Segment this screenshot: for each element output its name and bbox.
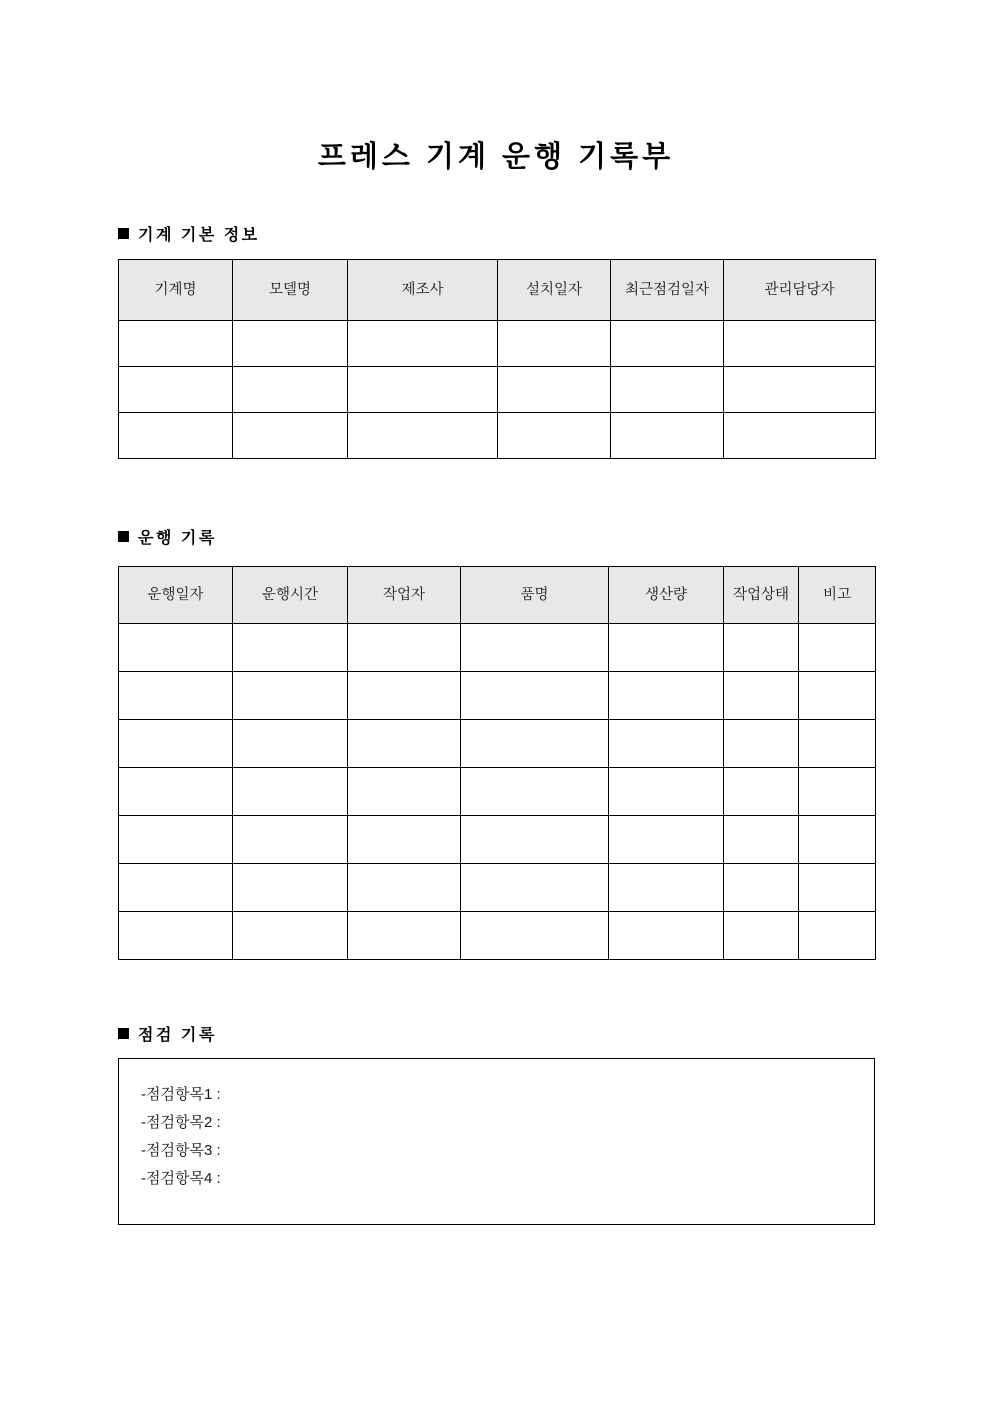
cell-machine-name[interactable] [119,367,233,413]
column-header-last-inspection: 최근점검일자 [611,260,724,321]
cell-operation-date[interactable] [119,720,233,768]
column-header-operation-date: 운행일자 [119,567,233,624]
section-heading-inspection-record [118,1022,217,1045]
section-heading-basic-info [118,222,260,245]
cell-operation-time[interactable] [233,624,348,672]
cell-manufacturer[interactable] [348,413,498,459]
cell-production-qty[interactable] [609,672,724,720]
table-row [119,816,876,864]
basic-info-table [118,259,876,459]
cell-remarks[interactable] [799,624,876,672]
table-row [119,624,876,672]
cell-item-name[interactable] [461,672,609,720]
cell-install-date[interactable] [498,367,611,413]
cell-production-qty[interactable] [609,912,724,960]
section-heading-operation-record-label: 운행 기록 [138,530,217,547]
table-row [119,864,876,912]
cell-production-qty[interactable] [609,816,724,864]
table-row [119,321,876,367]
table-row [119,768,876,816]
cell-manufacturer[interactable] [348,321,498,367]
cell-operator[interactable] [348,864,461,912]
square-bullet-icon [118,531,129,542]
column-header-install-date: 설치일자 [498,260,611,321]
cell-operation-time[interactable] [233,816,348,864]
section-heading-basic-info-label: 기계 기본 정보 [138,227,260,244]
cell-operation-time[interactable] [233,864,348,912]
column-header-manager: 관리담당자 [724,260,876,321]
cell-machine-name[interactable] [119,321,233,367]
column-header-machine-name: 기계명 [119,260,233,321]
column-header-manufacturer: 제조사 [348,260,498,321]
cell-model-name[interactable] [233,367,348,413]
column-header-operator: 작업자 [348,567,461,624]
cell-operator[interactable] [348,720,461,768]
table-row [119,367,876,413]
cell-operation-date[interactable] [119,768,233,816]
cell-operator[interactable] [348,624,461,672]
cell-item-name[interactable] [461,720,609,768]
cell-model-name[interactable] [233,321,348,367]
cell-operation-time[interactable] [233,672,348,720]
cell-install-date[interactable] [498,413,611,459]
column-header-production-qty: 생산량 [609,567,724,624]
cell-remarks[interactable] [799,672,876,720]
cell-production-qty[interactable] [609,624,724,672]
inspection-item-2[interactable]: -점검항목2 : [141,1114,221,1131]
cell-remarks[interactable] [799,816,876,864]
cell-item-name[interactable] [461,624,609,672]
operation-record-table [118,566,876,960]
table-row [119,672,876,720]
table-row [119,720,876,768]
cell-work-status[interactable] [724,864,799,912]
cell-work-status[interactable] [724,768,799,816]
cell-production-qty[interactable] [609,864,724,912]
inspection-record-box[interactable] [118,1058,875,1225]
section-heading-operation-record [118,525,217,548]
cell-work-status[interactable] [724,720,799,768]
table-row [119,413,876,459]
cell-operation-time[interactable] [233,768,348,816]
square-bullet-icon [118,228,129,239]
cell-operator[interactable] [348,816,461,864]
cell-item-name[interactable] [461,912,609,960]
cell-install-date[interactable] [498,321,611,367]
cell-item-name[interactable] [461,864,609,912]
table-header-row [119,567,876,624]
column-header-model-name: 모델명 [233,260,348,321]
cell-remarks[interactable] [799,720,876,768]
section-heading-inspection-record-label: 점검 기록 [138,1027,217,1044]
cell-operation-time[interactable] [233,912,348,960]
column-header-work-status: 작업상태 [724,567,799,624]
column-header-operation-time: 운행시간 [233,567,348,624]
cell-last-inspection[interactable] [611,321,724,367]
page-title: 프레스 기계 운행 기록부 [317,141,675,173]
inspection-item-1[interactable]: -점검항목1 : [141,1086,221,1103]
cell-operator[interactable] [348,768,461,816]
inspection-item-3[interactable]: -점검항목3 : [141,1142,221,1159]
cell-item-name[interactable] [461,768,609,816]
cell-operation-date[interactable] [119,912,233,960]
square-bullet-icon [118,1028,129,1039]
cell-model-name[interactable] [233,413,348,459]
cell-work-status[interactable] [724,816,799,864]
cell-work-status[interactable] [724,912,799,960]
cell-operation-date[interactable] [119,864,233,912]
cell-operator[interactable] [348,912,461,960]
cell-last-inspection[interactable] [611,413,724,459]
cell-manager[interactable] [724,321,876,367]
cell-operation-date[interactable] [119,624,233,672]
inspection-item-4[interactable]: -점검항목4 : [141,1170,221,1187]
cell-work-status[interactable] [724,624,799,672]
cell-manufacturer[interactable] [348,367,498,413]
table-row [119,912,876,960]
cell-machine-name[interactable] [119,413,233,459]
cell-remarks[interactable] [799,768,876,816]
cell-operation-date[interactable] [119,672,233,720]
cell-manager[interactable] [724,413,876,459]
cell-production-qty[interactable] [609,720,724,768]
cell-work-status[interactable] [724,672,799,720]
cell-manager[interactable] [724,367,876,413]
cell-operation-date[interactable] [119,816,233,864]
column-header-item-name: 품명 [461,567,609,624]
cell-remarks[interactable] [799,912,876,960]
cell-operator[interactable] [348,672,461,720]
cell-production-qty[interactable] [609,768,724,816]
cell-last-inspection[interactable] [611,367,724,413]
cell-item-name[interactable] [461,816,609,864]
table-header-row [119,260,876,321]
cell-operation-time[interactable] [233,720,348,768]
cell-remarks[interactable] [799,864,876,912]
column-header-remarks: 비고 [799,567,876,624]
